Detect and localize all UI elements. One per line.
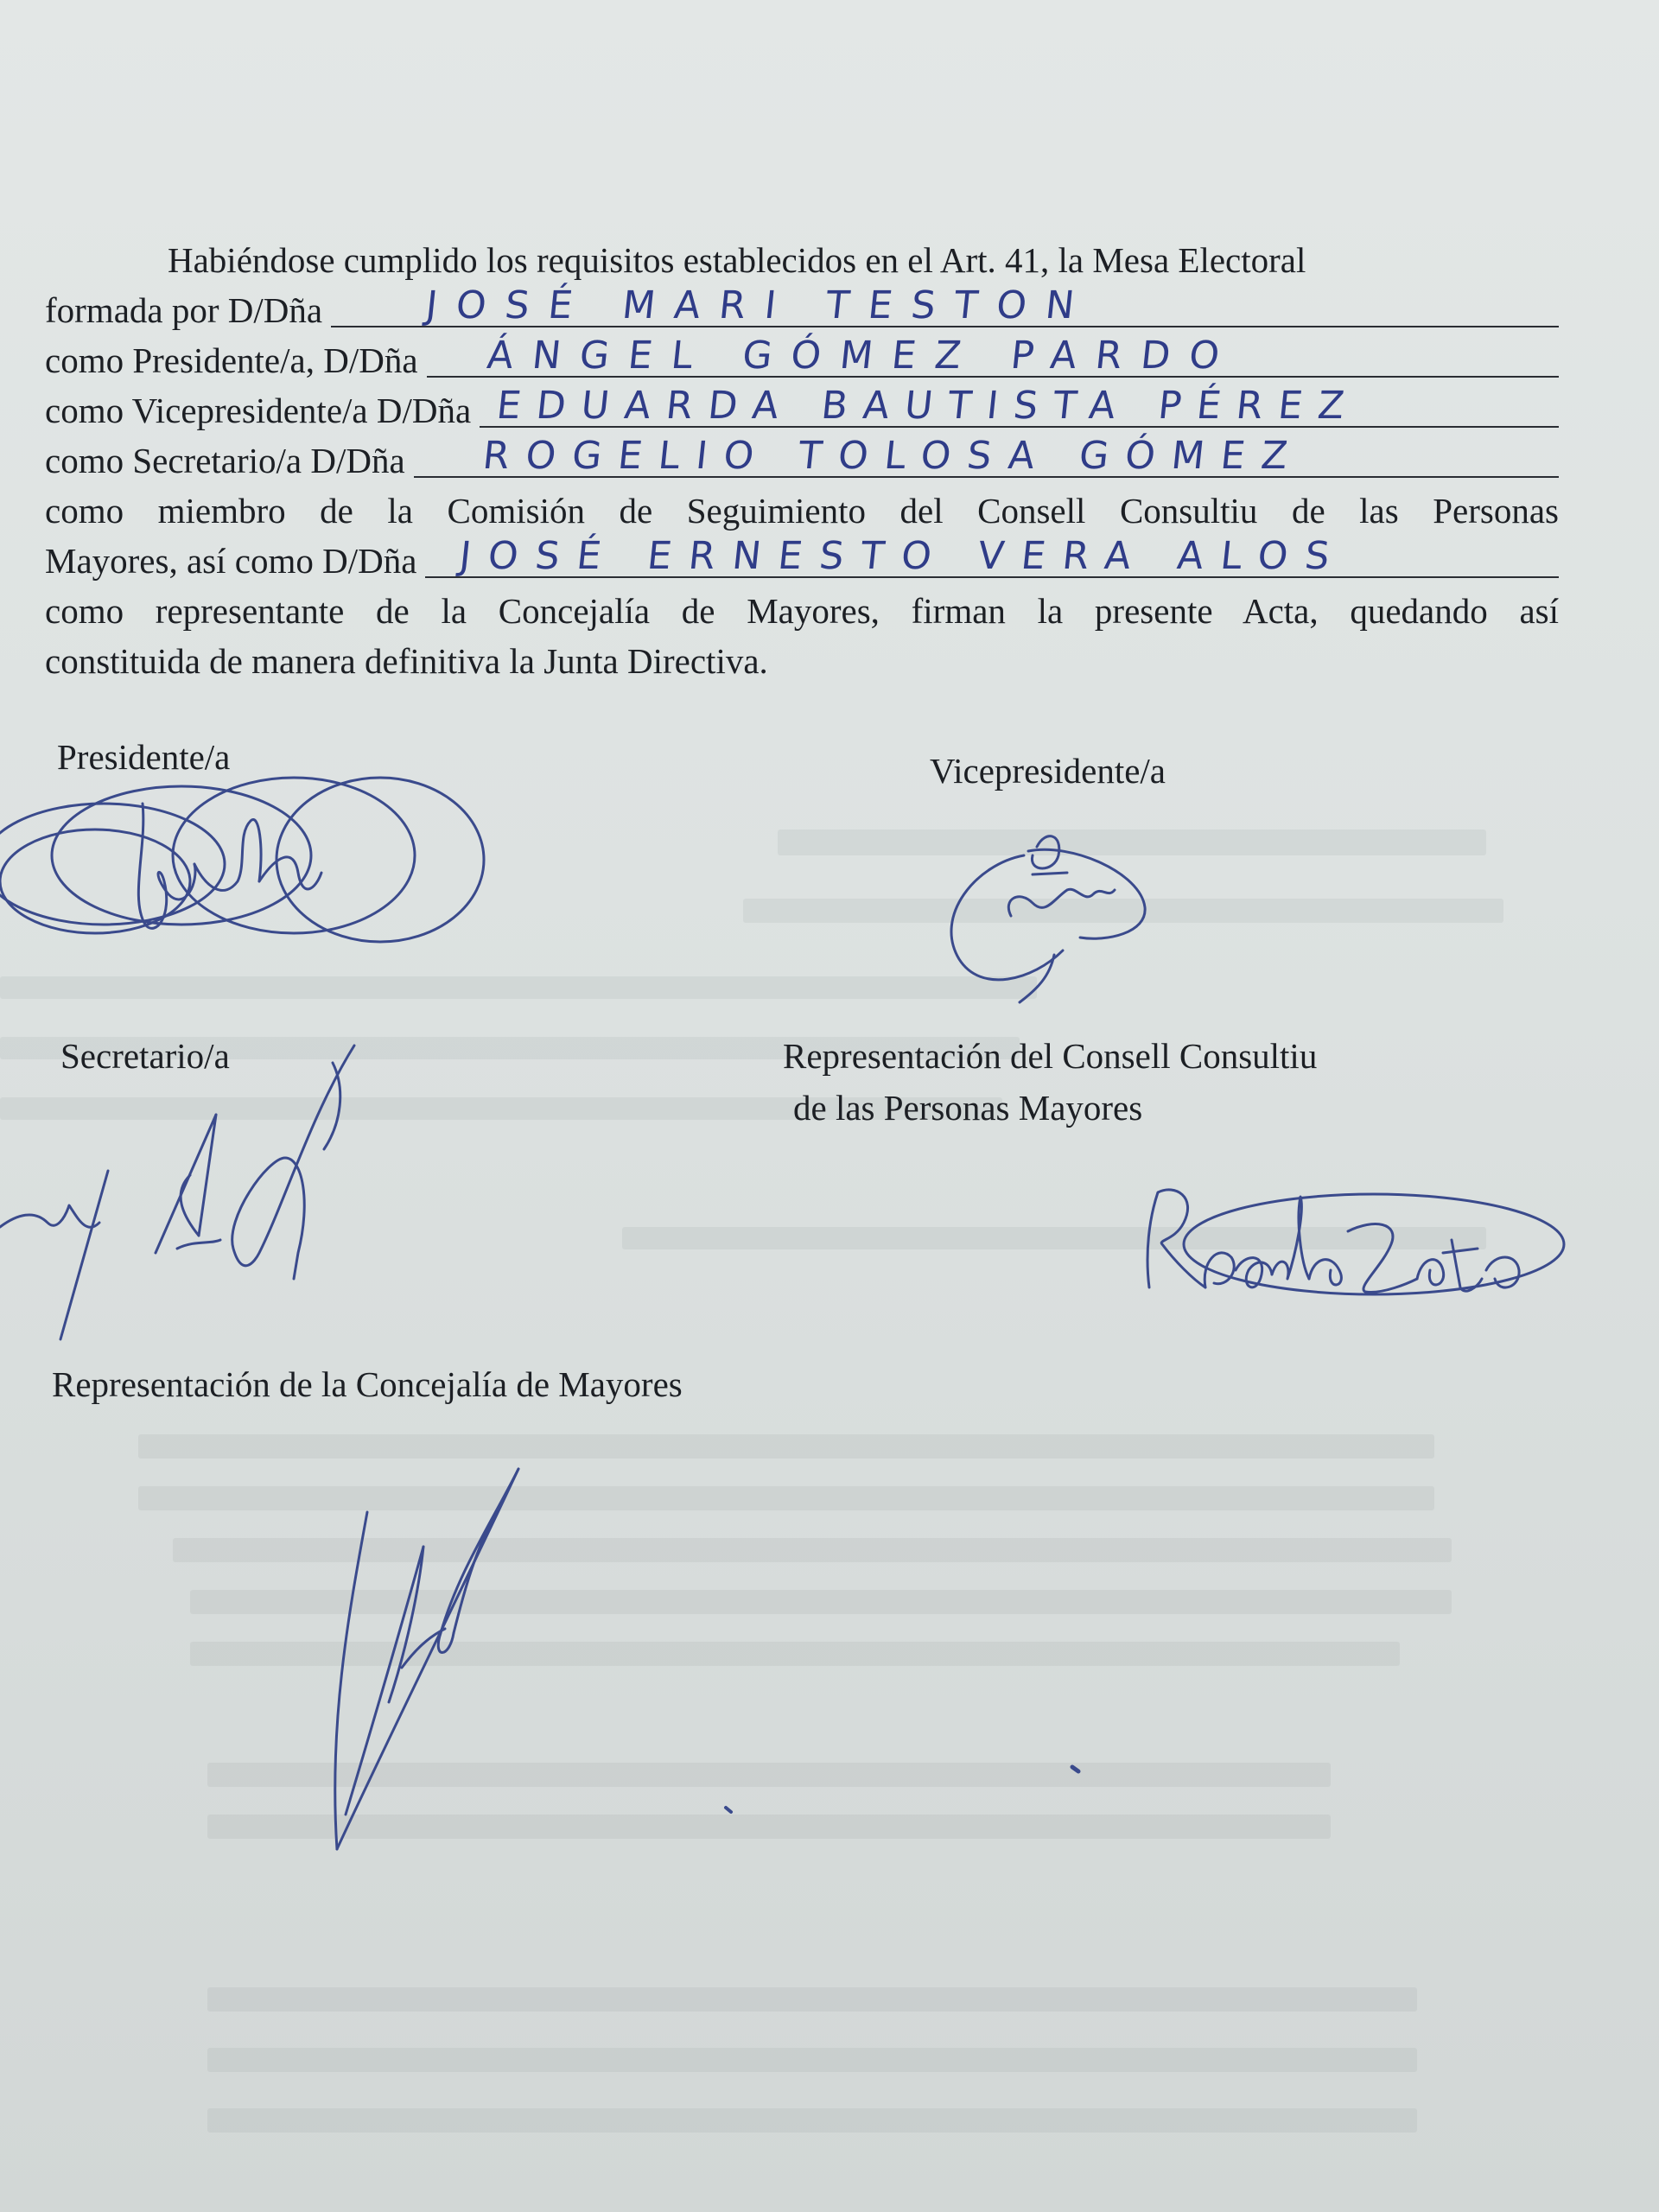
concejalia-signature-label: Representación de la Concejalía de Mayores (52, 1364, 683, 1404)
mayores-label: Mayores, así como D/Dña (45, 541, 417, 581)
presidente-label: como Presidente/a, D/Dña (45, 340, 418, 380)
ink-dot (722, 1804, 740, 1821)
vicepresidente-signature-label: Vicepresidente/a (930, 751, 1166, 791)
intro-text-8: como representante de la Concejalía de Mayores, firman la presente Acta, quedando así (45, 591, 1559, 631)
intro-line-6 (45, 486, 1559, 536)
intro-line-1 (45, 235, 1559, 285)
intro-line-8 (45, 586, 1559, 636)
consell-signature-label-line-2: de las Personas Mayores (793, 1088, 1143, 1128)
presidente-handwritten-name: ÁNGEL GÓMEZ PARDO (484, 334, 1241, 378)
concejalia-signature (311, 1452, 570, 1866)
intro-line-9 (45, 636, 1559, 686)
vicepresidente-signature (916, 804, 1175, 1020)
formada-label: formada por D/Dña (45, 290, 323, 330)
formada-name-field[interactable] (331, 283, 1559, 327)
intro-text-9: constituida de manera definitiva la Junta Directiva. (45, 641, 768, 681)
secretario-handwritten-name: ROGELIO TOLOSA GÓMEZ (480, 434, 1306, 478)
vicepresidente-line (45, 385, 1559, 435)
acta-paragraph (45, 235, 1559, 686)
intro-text-1: Habiéndose cumplido los requisitos establecidos en el Art. 41, la Mesa Electoral (168, 240, 1306, 280)
secretario-name-field[interactable] (414, 434, 1559, 478)
presidente-signature (0, 752, 501, 994)
mayores-name-field[interactable] (425, 534, 1559, 578)
secretario-signature (0, 1028, 380, 1348)
presidente-line (45, 335, 1559, 385)
mayores-line (45, 536, 1559, 586)
presidente-name-field[interactable] (427, 334, 1559, 378)
intro-text-6: como miembro de la Comisión de Seguimiento del Consell Consultiu de las Personas (45, 491, 1559, 531)
secretario-line (45, 435, 1559, 486)
vicepresidente-name-field[interactable] (480, 384, 1559, 428)
secretario-signature-label: Secretario/a (60, 1036, 230, 1076)
ink-dot (1068, 1763, 1085, 1780)
formada-handwritten-name: JOSÉ MARI TESTON (423, 283, 1096, 327)
mayores-handwritten-name: JOSÉ ERNESTO VERA ALOS (457, 534, 1350, 578)
formada-line (45, 285, 1559, 335)
vicepresidente-handwritten-name: EDUARDA BAUTISTA PÉREZ (494, 384, 1363, 428)
presidente-signature-label: Presidente/a (57, 737, 231, 777)
secretario-label: como Secretario/a D/Dña (45, 441, 405, 480)
consell-signature (1115, 1158, 1581, 1331)
vicepresidente-label: como Vicepresidente/a D/Dña (45, 391, 472, 430)
consell-signature-label-line-1: Representación del Consell Consultiu (783, 1036, 1318, 1076)
